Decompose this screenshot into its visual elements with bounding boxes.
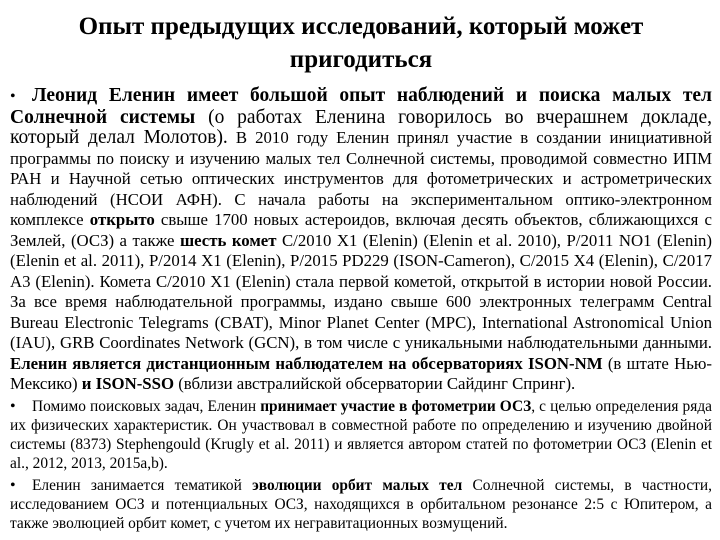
p1-text-d: (в штате Нью-Мексико): [10, 353, 712, 393]
p1-lead-note: (о работах Еленина говорилось во вчерашнем докладе, который делал Молотов).: [10, 106, 712, 148]
p2-text-a: Помимо поисковых задач, Еленин: [32, 397, 261, 415]
p3-text-a: Еленин занимается тематикой: [32, 476, 253, 494]
paragraph-orbit-evolution: [10, 476, 712, 534]
bullet-marker: •: [10, 476, 16, 494]
p3-bold-orbit-evolution: эволюции орбит малых тел: [252, 476, 463, 494]
slide-title: Опыт предыдущих исследований, который может пригодиться: [78, 13, 644, 73]
paragraph-photometry: [10, 397, 712, 474]
p2-bold-photometry: принимает участие в фотометрии ОСЗ: [260, 397, 532, 415]
p1-text-b: свыше 1700 новых астероидов, включая десять объектов, сближающихся с Землей, (ОСЗ) а также: [10, 210, 713, 250]
p1-bold-ison-sso: и ISON-SSO: [81, 374, 175, 393]
p1-bold-discovered: открыто: [89, 210, 155, 229]
p1-lead-bold: Леонид Еленин имеет большой опыт наблюдений и поиска малых тел Солнечной системы: [10, 85, 712, 128]
p1-bold-six-comets: шесть комет: [179, 230, 277, 250]
paragraph-elenin-experience: [10, 86, 712, 395]
p2-text-b: , с целью определения ряда их физических характеристик. Он участвовал в совместной работе по определению и изучению двойной системы (8373) Stephengould (Krugly et al. 2011) и является автором статей по фотометрии ОСЗ (Elenin et al., 2012, 2013, 2015a,b).: [10, 397, 712, 473]
bullet-marker: •: [10, 397, 16, 415]
p1-bold-remote-observer: Еленин является дистанционным наблюдателем на обсерваториях ISON-NM: [10, 353, 603, 373]
p1-text-e: (вблизи австралийской обсерватории Сайдинг Спринг).: [174, 374, 576, 393]
bullet-marker: •: [10, 88, 16, 105]
p1-text-c: C/2010 X1 (Elenin) (Elenin et al. 2010), P/2011 NO1 (Elenin) (Elenin et al. 2011), P/2014 X1 (Elenin), P/2015 PD229 (ISON-Cameron), C/2015 X4 (Elenin), C/2017 A3 (Elenin). Комета C/2010 X1 (Elenin) стала первой кометой, открытой в истории новой России. За все время наблюдательной программы, издано свыше 600 электронных телеграмм Central Bureau Electronic Telegrams (CBAT), Minor Planet Center (MPC), International Astronomical Union (IAU), GRB Coordinates Network (GCN), в том числе с уникальными наблюдательными данными.: [10, 230, 712, 352]
p3-text-b: Солнечной системы, в частности, исследованием ОСЗ и потенциальных ОСЗ, находящихся в орбитальном резонансе 2:5 с Юпитером, а также эволюцией орбит комет, с учетом их негравитационных возмущений.: [10, 476, 712, 533]
p1-text-a: В 2010 году Еленин принял участие в создании инициативной программы по поиску и изучению малых тел Солнечной системы, проводимой совместно ИПМ РАН и Научной сетью оптических инструментов для фотометрических и астрометрических наблюдений (НСОИ АФН). С начала работы на экспериментальном оптико-электронном комплексе: [10, 128, 712, 229]
